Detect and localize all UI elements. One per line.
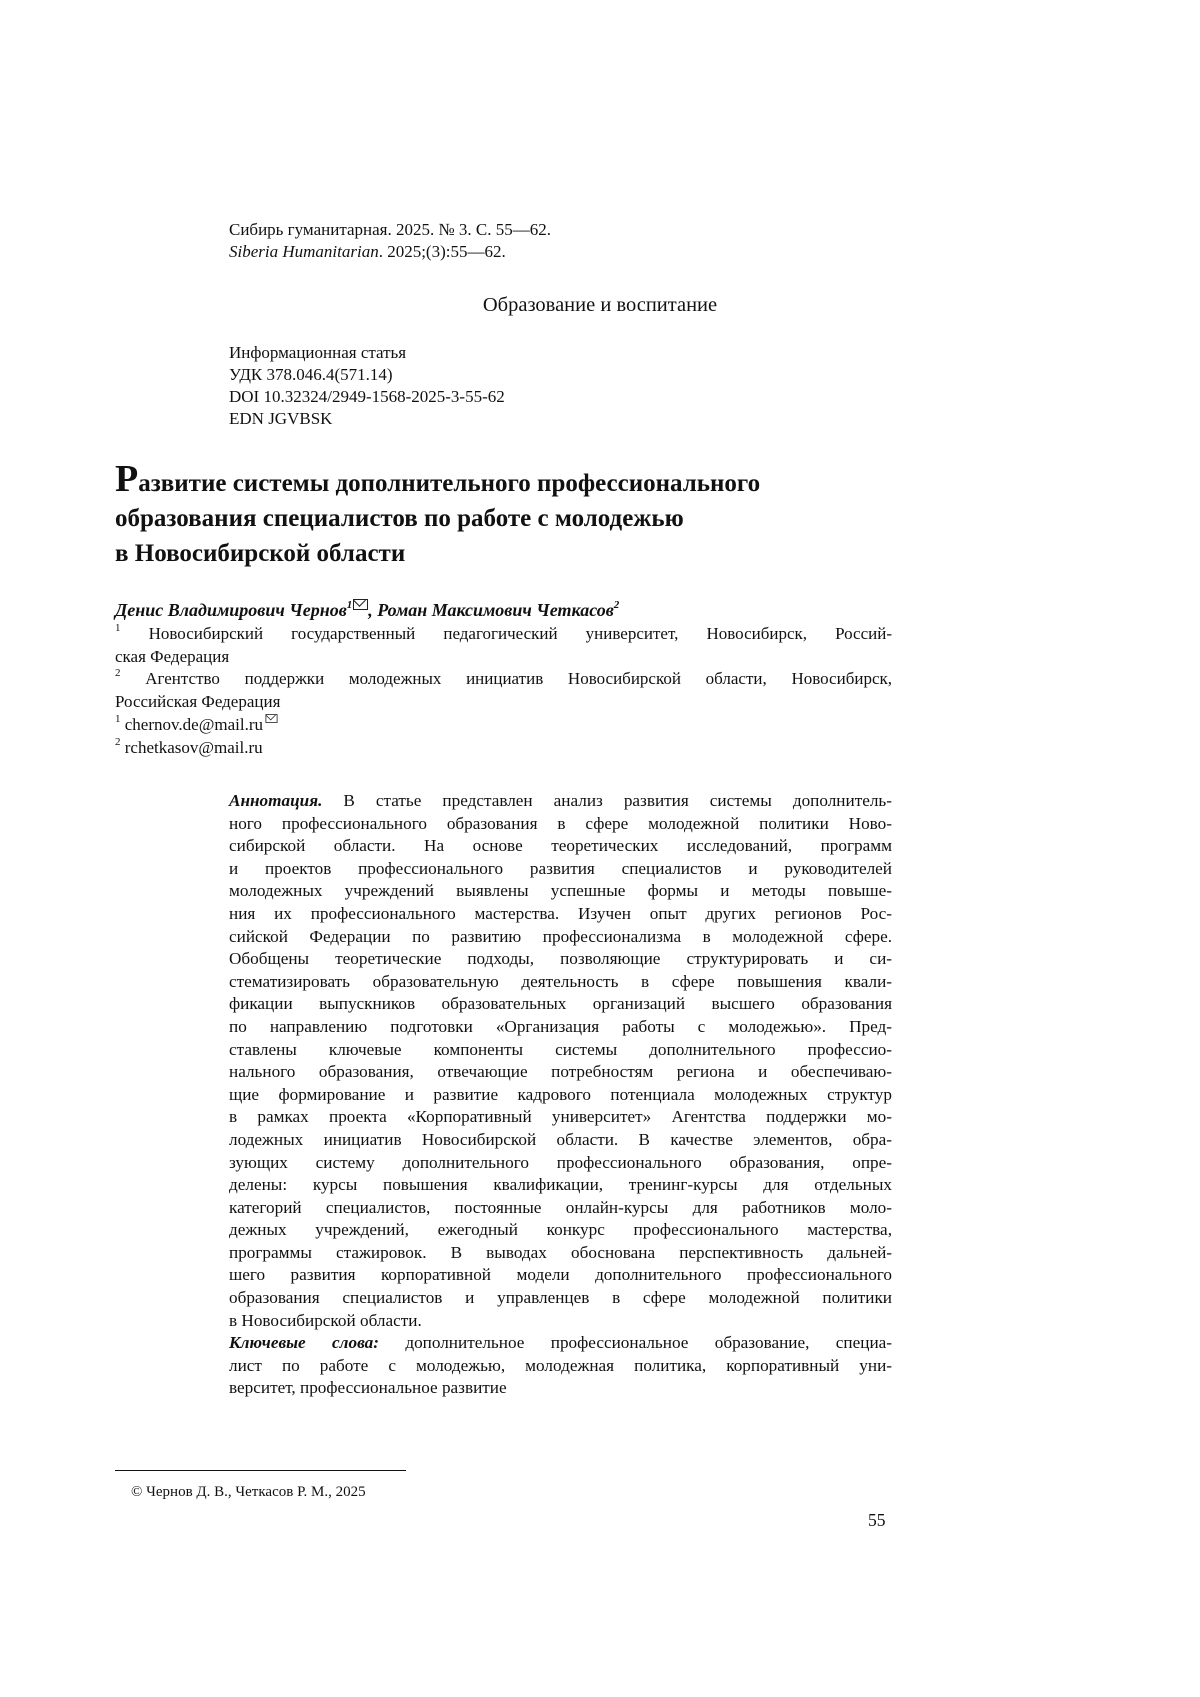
email-1-line xyxy=(115,713,892,737)
abstract-line: сийской Федерации по развитию профессионализма в молодежной сфере. xyxy=(229,926,892,949)
keywords-line: верситет, профессиональное развитие xyxy=(229,1377,892,1400)
abstract-line: нального образования, отвечающие потребностям региона и обеспечиваю- xyxy=(229,1061,892,1084)
affiliation-1-line-1 xyxy=(115,623,892,646)
article-title xyxy=(115,464,760,571)
edn-code: EDN JGVBSK xyxy=(229,408,505,430)
page-number: 55 xyxy=(868,1509,886,1531)
abstract-line: в рамках проекта «Корпоративный университет» Агентства поддержки мо- xyxy=(229,1106,892,1129)
email-2-sup: 2 xyxy=(115,736,121,748)
abstract-line: Обобщены теоретические подходы, позволяющие структурировать и си- xyxy=(229,948,892,971)
keywords-line: лист по работе с молодежью, молодежная политика, корпоративный уни- xyxy=(229,1355,892,1378)
title-line-2: образования специалистов по работе с молодежью xyxy=(115,501,760,536)
abstract-line: шего развития корпоративной модели дополнительного профессионального xyxy=(229,1264,892,1287)
title-line-1 xyxy=(115,464,760,501)
keywords-text: дополнительное профессиональное образование, специа- xyxy=(379,1333,892,1352)
affiliation-1-text: Новосибирский государственный педагогический университет, Новосибирск, Россий- xyxy=(149,624,892,643)
affiliation-2-line-1 xyxy=(115,668,892,691)
abstract-line: щие формирование и развитие кадрового потенциала молодежных структур xyxy=(229,1084,892,1107)
affiliation-1-sup: 1 xyxy=(115,622,121,634)
abstract-line: в Новосибирской области. xyxy=(229,1310,892,1333)
abstract-line: ния их профессионального мастерства. Изучен опыт других регионов Рос- xyxy=(229,903,892,926)
email-1-sup: 1 xyxy=(115,713,121,725)
article-page xyxy=(0,0,1200,1697)
abstract-line: сибирской области. На основе теоретических исследований, программ xyxy=(229,835,892,858)
doi-code: DOI 10.32324/2949-1568-2025-3-55-62 xyxy=(229,386,505,408)
email-2-link[interactable]: rchetkasov@mail.ru xyxy=(125,738,263,757)
abstract-line: категорий специалистов, постоянные онлайн-курсы для работников моло- xyxy=(229,1197,892,1220)
abstract-line: лодежных инициатив Новосибирской области. В качестве элементов, обра- xyxy=(229,1129,892,1152)
keywords-line xyxy=(229,1332,892,1355)
keywords-label: Ключевые слова: xyxy=(229,1333,379,1352)
journal-citation xyxy=(229,219,551,263)
email-1-link[interactable]: chernov.de@mail.ru xyxy=(125,715,263,734)
citation-en-title: Siberia Humanitarian xyxy=(229,242,379,261)
abstract-line: фикации выпускников образовательных организаций высшего образования xyxy=(229,993,892,1016)
author-1-name: Денис Владимирович Чернов xyxy=(115,600,347,620)
citation-en xyxy=(229,241,551,263)
article-meta xyxy=(229,342,505,430)
abstract-line: ного профессионального образования в сфере молодежной политики Ново- xyxy=(229,813,892,836)
citation-en-rest: . 2025;(3):55—62. xyxy=(379,242,506,261)
email-2-line xyxy=(115,737,892,760)
affiliations xyxy=(115,623,892,759)
abstract-label: Аннотация. xyxy=(229,791,322,810)
abstract-line xyxy=(229,790,892,813)
article-type: Информационная статья xyxy=(229,342,505,364)
title-line-3: в Новосибирской области xyxy=(115,536,760,571)
abstract-line: дежных учреждений, ежегодный конкурс профессионального мастерства, xyxy=(229,1219,892,1242)
title-line-1-rest: азвитие системы дополнительного профессионального xyxy=(138,470,760,497)
abstract-line: делены: курсы повышения квалификации, тренинг-курсы для отдельных xyxy=(229,1174,892,1197)
affiliation-2-text: Агентство поддержки молодежных инициатив Новосибирской области, Новосибирск, xyxy=(145,669,892,688)
rubric-heading: Образование и воспитание xyxy=(0,292,1200,318)
authors-line xyxy=(115,599,619,621)
authors-separator: , xyxy=(368,600,377,620)
mail-icon xyxy=(353,599,368,610)
citation-ru: Сибирь гуманитарная. 2025. № 3. С. 55—62. xyxy=(229,219,551,241)
affiliation-2-line-2: Российская Федерация xyxy=(115,691,892,714)
copyright-note: © Чернов Д. В., Четкасов Р. М., 2025 xyxy=(131,1482,366,1502)
affiliation-1-line-2: ская Федерация xyxy=(115,646,892,669)
affiliation-2-sup: 2 xyxy=(115,667,121,679)
abstract-line: по направлению подготовки «Организация работы с молодежью». Пред- xyxy=(229,1016,892,1039)
abstract-block xyxy=(229,790,892,1400)
author-1-sup: 1 xyxy=(347,599,353,611)
abstract-text: В статье представлен анализ развития системы дополнитель- xyxy=(322,791,892,810)
footnote-rule xyxy=(115,1470,406,1471)
title-drop-cap: Р xyxy=(115,458,138,500)
udk-code: УДК 378.046.4(571.14) xyxy=(229,364,505,386)
abstract-line: зующих систему дополнительного профессионального образования, опре- xyxy=(229,1152,892,1175)
abstract-line: ставлены ключевые компоненты системы дополнительного профессио- xyxy=(229,1039,892,1062)
abstract-line: образования специалистов и управленцев в сфере молодежной политики xyxy=(229,1287,892,1310)
author-2-name: Роман Максимович Четкасов xyxy=(377,600,613,620)
mail-icon-small xyxy=(265,714,277,723)
abstract-line: стематизировать образовательную деятельность в сфере повышения квали- xyxy=(229,971,892,994)
author-2-sup: 2 xyxy=(614,599,620,611)
abstract-line: и проектов профессионального развития специалистов и руководителей xyxy=(229,858,892,881)
abstract-line: программы стажировок. В выводах обоснована перспективность дальней- xyxy=(229,1242,892,1265)
abstract-line: молодежных учреждений выявлены успешные формы и методы повыше- xyxy=(229,880,892,903)
